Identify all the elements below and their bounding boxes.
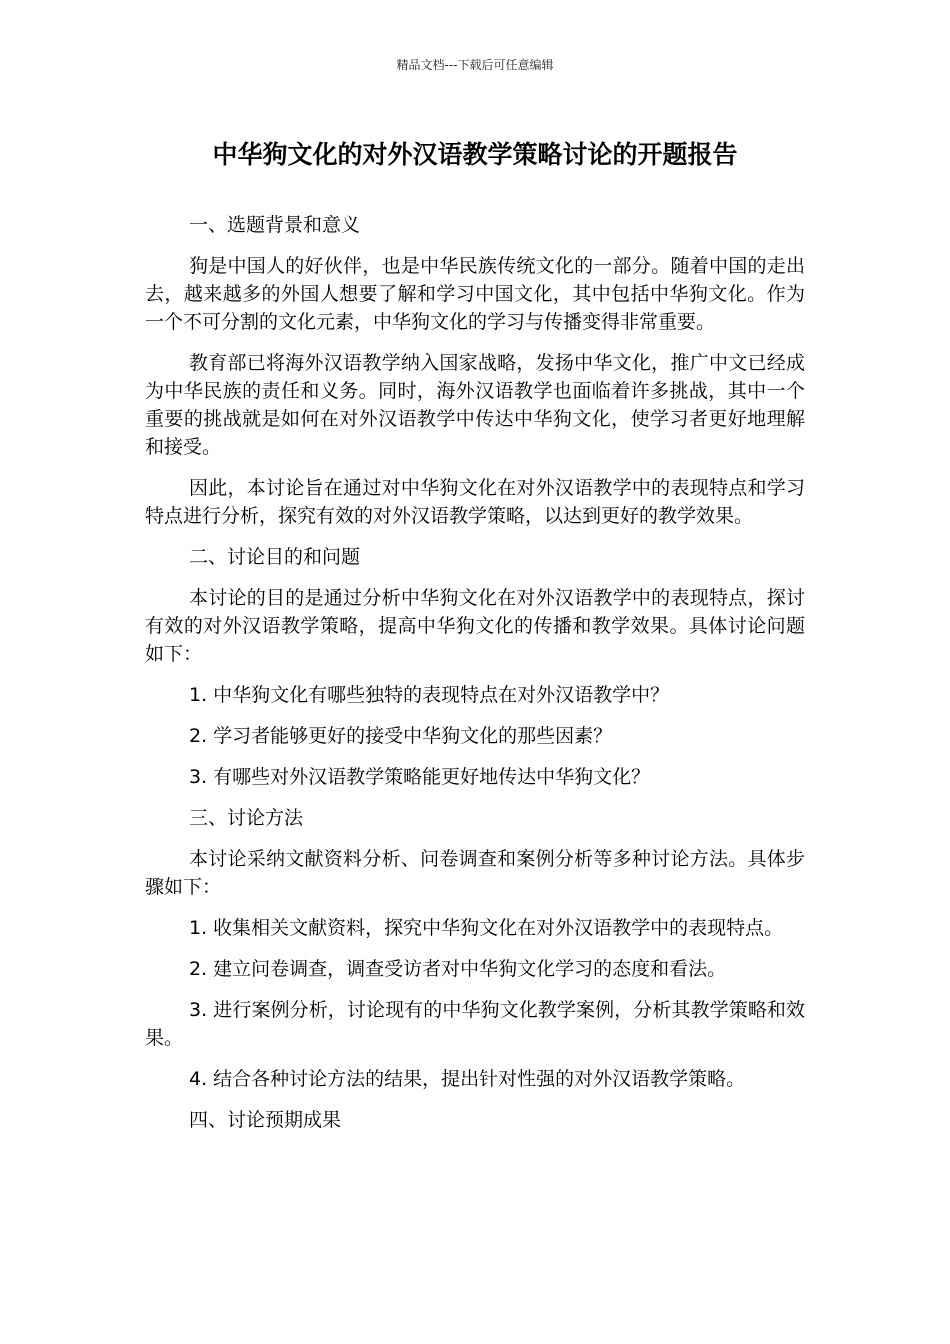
section-heading-background: 一、选题背景和意义	[189, 214, 361, 236]
paragraph: 本讨论采纳文献资料分析、问卷调查和案例分析等多种讨论方法。具体步骤如下：	[145, 848, 805, 898]
section-heading-outcomes: 四、讨论预期成果	[189, 1109, 342, 1131]
paragraph: 狗是中国人的好伙伴，也是中华民族传统文化的一部分。随着中国的走出去，越来越多的外国人想要了解和学习中国文化，其中包括中华狗文化。作为一个不可分割的文化元素，中华狗文化的学习与传播变得非常重要。	[145, 255, 805, 333]
list-item: 3. 有哪些对外汉语教学策略能更好地传达中华狗文化？	[189, 766, 651, 788]
document-body	[145, 211, 805, 1134]
document-title: 中华狗文化的对外汉语教学策略讨论的开题报告	[212, 140, 738, 169]
list-item: 1. 中华狗文化有哪些独特的表现特点在对外汉语教学中？	[189, 684, 670, 706]
list-item: 2. 学习者能够更好的接受中华狗文化的那些因素？	[189, 725, 613, 747]
list-item: 1. 收集相关文献资料，探究中华狗文化在对外汉语教学中的表现特点。	[189, 917, 784, 939]
section-heading-methods: 三、讨论方法	[189, 807, 304, 829]
paragraph: 教育部已将海外汉语教学纳入国家战略，发扬中华文化，推广中文已经成为中华民族的责任和义务。同时，海外汉语教学也面临着许多挑战，其中一个重要的挑战就是如何在对外汉语教学中传达中华狗文化，使学习者更好地理解和接受。	[145, 352, 805, 458]
page-header: 精品文档---下载后可任意编辑	[396, 58, 554, 72]
paragraph: 因此，本讨论旨在通过对中华狗文化在对外汉语教学中的表现特点和学习特点进行分析，探究有效的对外汉语教学策略，以达到更好的教学效果。	[145, 477, 805, 527]
list-item: 4. 结合各种讨论方法的结果，提出针对性强的对外汉语教学策略。	[189, 1068, 746, 1090]
section-heading-purpose: 二、讨论目的和问题	[189, 546, 361, 568]
paragraph: 本讨论的目的是通过分析中华狗文化在对外汉语教学中的表现特点，探讨有效的对外汉语教学策略，提高中华狗文化的传播和教学效果。具体讨论问题如下：	[145, 587, 805, 665]
list-item: 3. 进行案例分析，讨论现有的中华狗文化教学案例，分析其教学策略和效果。	[145, 999, 805, 1049]
list-item: 2. 建立问卷调查，调查受访者对中华狗文化学习的态度和看法。	[189, 958, 727, 980]
